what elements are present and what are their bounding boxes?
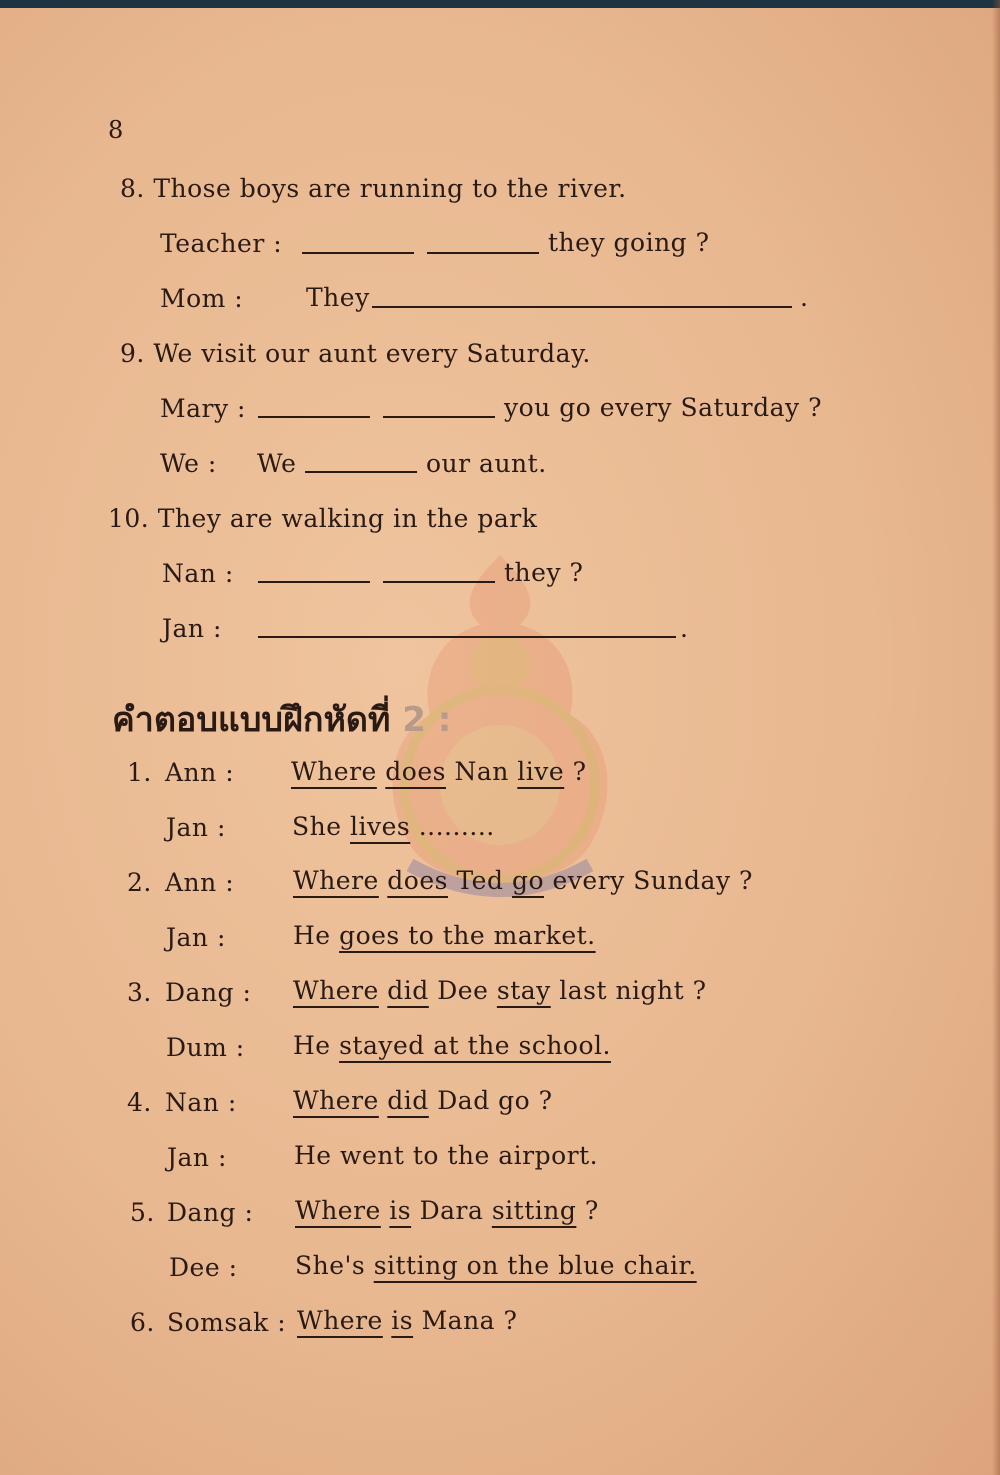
answer-word: .........	[418, 812, 495, 841]
answer-word: She's	[295, 1251, 366, 1280]
answer-word: is	[391, 1306, 414, 1335]
speaker-label: Dang :	[165, 978, 252, 1007]
speaker-label: Dee :	[169, 1253, 238, 1282]
answer-word: Mana ?	[421, 1306, 518, 1335]
speaker-label: We :	[160, 449, 217, 478]
answer-word: live	[517, 757, 565, 786]
answer-word: Sunday	[633, 866, 731, 895]
answer-word: stayed at the school.	[339, 1031, 611, 1060]
speaker-label: Somsak :	[167, 1308, 287, 1337]
page-number: 8	[108, 116, 124, 144]
answer-word: Where	[297, 1306, 383, 1335]
answer-word: He	[293, 1031, 331, 1060]
answer-line	[293, 976, 707, 1006]
answer-blank	[383, 416, 495, 418]
answer-word: lives	[349, 812, 411, 841]
answer-word: ?	[739, 866, 753, 895]
answer-word: stay	[496, 976, 551, 1005]
heading-text: คำตอบแบบฝึกหัดที่	[112, 700, 391, 740]
answer-word: ?	[584, 1196, 599, 1225]
answer-word: Where	[291, 757, 377, 786]
answer-line	[293, 1086, 553, 1116]
sentence-text: They are walking in the park	[157, 504, 538, 533]
answer-word: last night ?	[559, 976, 707, 1005]
answer-start: They	[306, 283, 370, 312]
speaker-label: Jan :	[166, 813, 226, 842]
answer-end: .	[800, 283, 809, 312]
answer-number: 4.	[127, 1088, 152, 1117]
answer-line	[297, 1306, 517, 1336]
answer-word: Dara	[419, 1196, 484, 1225]
answer-line	[291, 757, 587, 787]
exercise-sentence-10	[108, 504, 537, 534]
speaker-label: Jan :	[167, 1143, 227, 1172]
answer-blank	[305, 471, 417, 473]
answer-line	[293, 921, 596, 951]
heading-number: 2 :	[402, 700, 452, 740]
answer-blank	[302, 252, 414, 254]
item-number: 8.	[120, 174, 145, 203]
answer-start: We	[257, 449, 297, 478]
answer-word: ?	[572, 757, 587, 786]
answer-word: Dad go ?	[437, 1086, 553, 1115]
answer-number: 6.	[130, 1308, 155, 1337]
speaker-label: Mary :	[160, 394, 246, 423]
answer-number: 2.	[127, 868, 152, 897]
answer-word: every	[552, 866, 625, 895]
answer-word: does	[385, 757, 446, 786]
question-tail: you go every Saturday ?	[504, 393, 822, 422]
item-number: 10.	[108, 504, 150, 533]
speaker-label: Mom :	[160, 284, 244, 313]
item-number: 9.	[120, 339, 145, 368]
answer-word: Where	[295, 1196, 381, 1225]
answer-line	[295, 1196, 599, 1226]
top-edge-bar	[0, 0, 1000, 8]
answer-line	[292, 812, 495, 842]
speaker-label: Ann :	[165, 758, 235, 787]
answer-word: does	[387, 866, 448, 895]
question-tail: they going ?	[548, 228, 710, 257]
speaker-label: Nan :	[165, 1088, 237, 1117]
answer-line	[293, 1031, 611, 1061]
answer-word: did	[387, 1086, 429, 1115]
answer-key-heading	[112, 692, 451, 746]
answer-tail: our aunt.	[426, 449, 547, 478]
answer-blank	[383, 581, 495, 583]
answer-word: sitting on the blue chair.	[373, 1251, 697, 1280]
answer-blank	[372, 306, 792, 308]
page-edge-shadow	[992, 0, 1000, 1475]
sentence-text: Those boys are running to the river.	[153, 174, 627, 203]
answer-word: Where	[293, 866, 379, 895]
answer-blank	[258, 416, 370, 418]
speaker-label: Teacher :	[160, 229, 283, 258]
answer-number: 1.	[127, 758, 152, 787]
answer-end: .	[680, 614, 689, 643]
answer-word: He	[293, 921, 331, 950]
speaker-label: Dang :	[167, 1198, 254, 1227]
answer-line	[293, 866, 753, 896]
answer-word: did	[387, 976, 429, 1005]
answer-word: She	[292, 812, 342, 841]
answer-word: Nan	[454, 757, 509, 786]
question-tail: they ?	[504, 558, 584, 587]
answer-word: sitting	[491, 1196, 577, 1225]
exercise-sentence-9	[120, 339, 591, 369]
speaker-label: Jan :	[162, 614, 222, 643]
answer-word: Where	[293, 1086, 379, 1115]
answer-blank	[427, 252, 539, 254]
answer-word: Ted	[456, 866, 504, 895]
answer-number: 5.	[130, 1198, 155, 1227]
answer-line	[295, 1251, 697, 1281]
answer-blank	[258, 581, 370, 583]
sentence-text: We visit our aunt every Saturday.	[153, 339, 591, 368]
answer-word: is	[389, 1196, 412, 1225]
answer-word: go	[511, 866, 544, 895]
speaker-label: Jan :	[166, 923, 226, 952]
answer-blank	[258, 636, 676, 638]
answer-word: goes to the market.	[339, 921, 596, 950]
answer-line: He went to the airport.	[294, 1141, 599, 1170]
speaker-label: Nan :	[162, 559, 234, 588]
exercise-sentence-8	[120, 174, 627, 204]
answer-number: 3.	[127, 978, 152, 1007]
speaker-label: Dum :	[166, 1033, 245, 1062]
answer-word: Where	[293, 976, 379, 1005]
answer-word: Dee	[437, 976, 489, 1005]
speaker-label: Ann :	[165, 868, 235, 897]
